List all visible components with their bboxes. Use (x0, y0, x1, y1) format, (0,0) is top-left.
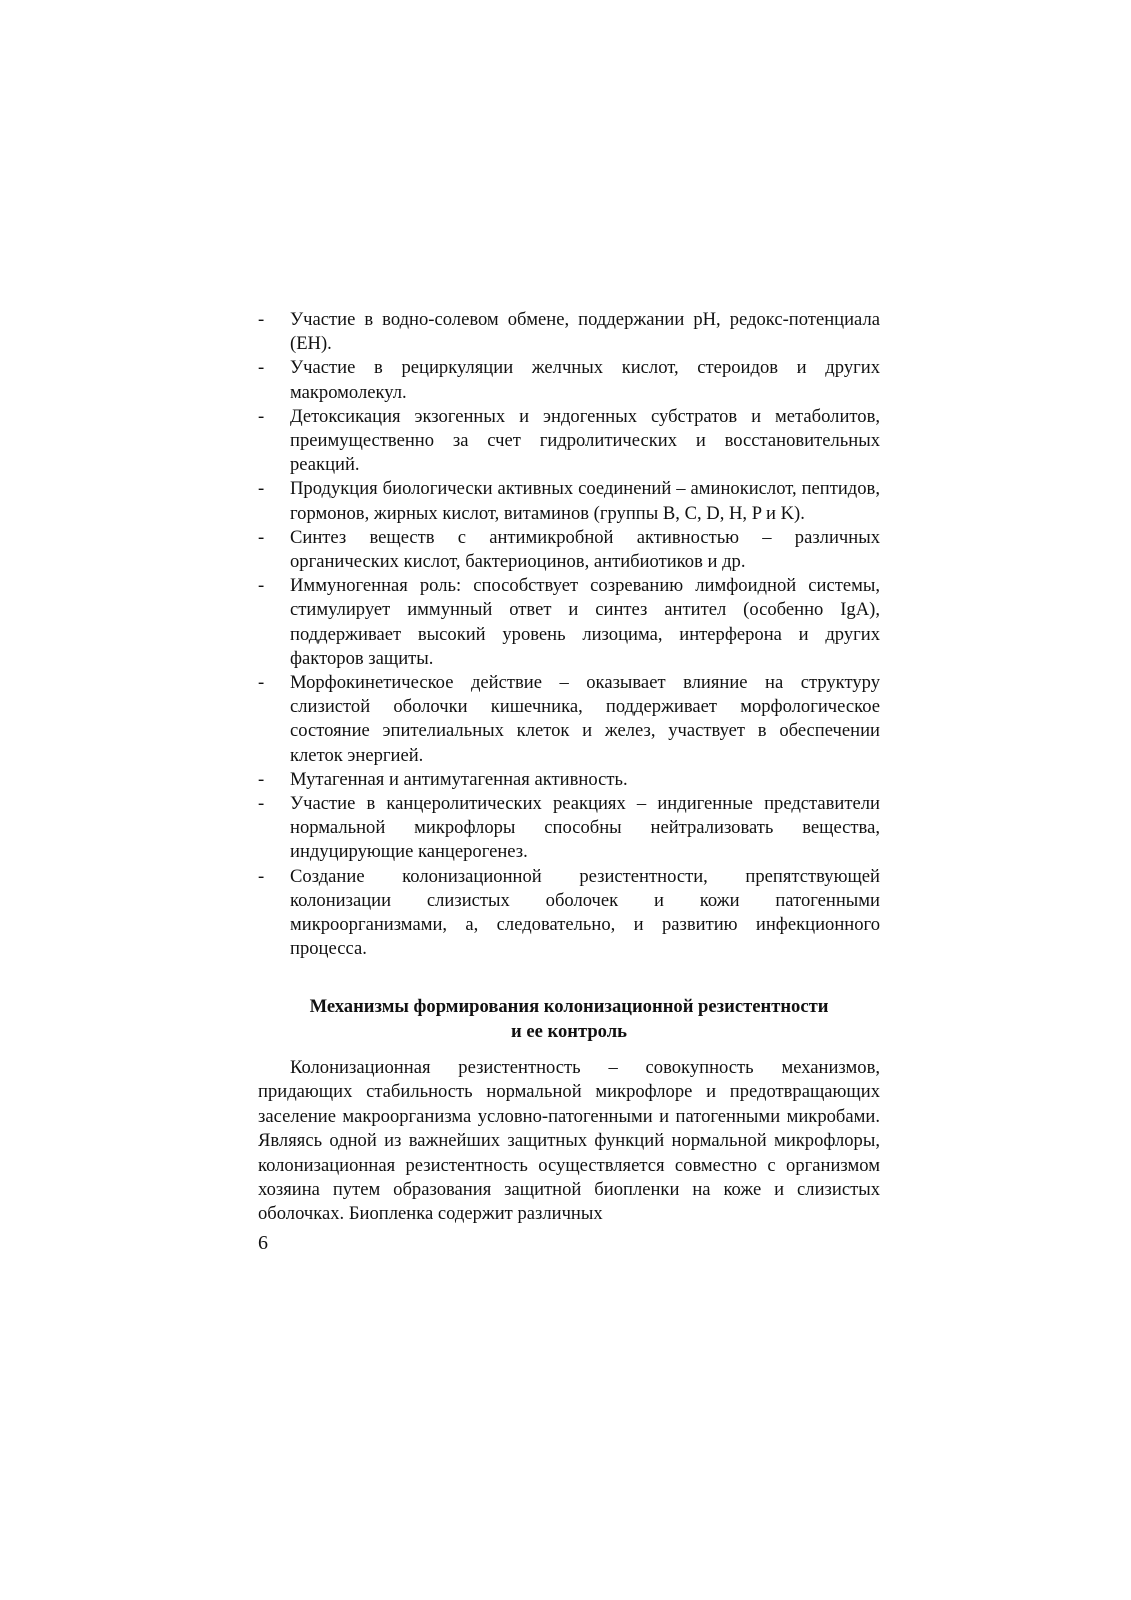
list-item (258, 526, 880, 574)
list-item-text: Участие в рециркуляции желчных кислот, стероидов и других макромолекул. (290, 357, 880, 403)
list-item (258, 768, 880, 792)
bullet-dash: - (258, 865, 265, 887)
bullet-dash: - (258, 575, 265, 597)
list-item-text: Морфокинетическое действие – оказывает влияние на структуру слизистой оболочки кишечника, поддерживает морфологическое состояние эпителиальных клеток и желез, участвует в обеспечении клеток энергией. (290, 672, 880, 766)
list-item (258, 865, 880, 962)
list-item-text: Иммуногенная роль: способствует созреванию лимфоидной системы, стимулирует иммунный ответ и синтез антител (особенно IgA), поддерживает высокий уровень лизоцима, интерферона и других факторов защиты. (290, 575, 880, 669)
bullet-dash: - (258, 478, 265, 500)
list-item (258, 356, 880, 404)
list-item-text: Продукция биологически активных соединений – аминокислот, пептидов, гормонов, жирных кислот, витаминов (группы B, C, D, H, P и K). (290, 478, 880, 524)
section-heading-line-2: и ее контроль (510, 1020, 627, 1042)
list-item (258, 405, 880, 478)
list-item-text: Синтез веществ с антимикробной активностью – различных органических кислот, бактериоцинов, антибиотиков и др. (290, 526, 880, 573)
bullet-dash: - (258, 768, 265, 790)
page-number: 6 (258, 1232, 268, 1254)
list-item (258, 477, 880, 525)
list-item-text: Детоксикация экзогенных и эндогенных субстратов и метаболитов, преимущественно за счет гидролитических и восстановительных реакций. (290, 405, 880, 476)
list-item (258, 308, 880, 356)
bullet-dash: - (258, 309, 265, 330)
list-item-text: Участие в водно-солевом обмене, поддержании pH, редокс-потенциала (EH). (290, 309, 880, 355)
function-list (258, 308, 880, 961)
list-item (258, 574, 880, 671)
list-item-text: Создание колонизационной резистентности, препятствующей колонизации слизистых оболочек и кожи патогенными микроорганизмами, а, следовательно, и развитию инфекционного процесса. (290, 865, 880, 960)
bullet-dash: - (258, 526, 265, 548)
list-item-text: Мутагенная и антимутагенная активность. (290, 768, 628, 790)
section-heading (258, 995, 880, 1043)
bullet-dash: - (258, 672, 265, 694)
list-item (258, 792, 880, 865)
page-content (258, 308, 880, 1227)
bullet-dash: - (258, 357, 265, 379)
list-item (258, 671, 880, 768)
body-paragraph: Колонизационная резистентность – совокупность механизмов, придающих стабильность нормальной микрофлоре и предотвращающих заселение макроорганизма условно-патогенными и патогенными микробами. Являясь одной из важнейших защитных функций нормальной микрофлоры, колонизационная резистентность осуществляется совместно с организмом хозяина путем образования защитной биопленки на коже и слизистых оболочках. Биопленка содержит различных (258, 1056, 880, 1225)
section-heading-line-1: Механизмы формирования колонизационной резистентности (309, 996, 829, 1018)
bullet-dash: - (258, 405, 265, 427)
bullet-dash: - (258, 793, 265, 815)
list-item-text: Участие в канцеролитических реакциях – индигенные представители нормальной микрофлоры способны нейтрализовать вещества, индуцирующие канцерогенез. (290, 793, 880, 863)
